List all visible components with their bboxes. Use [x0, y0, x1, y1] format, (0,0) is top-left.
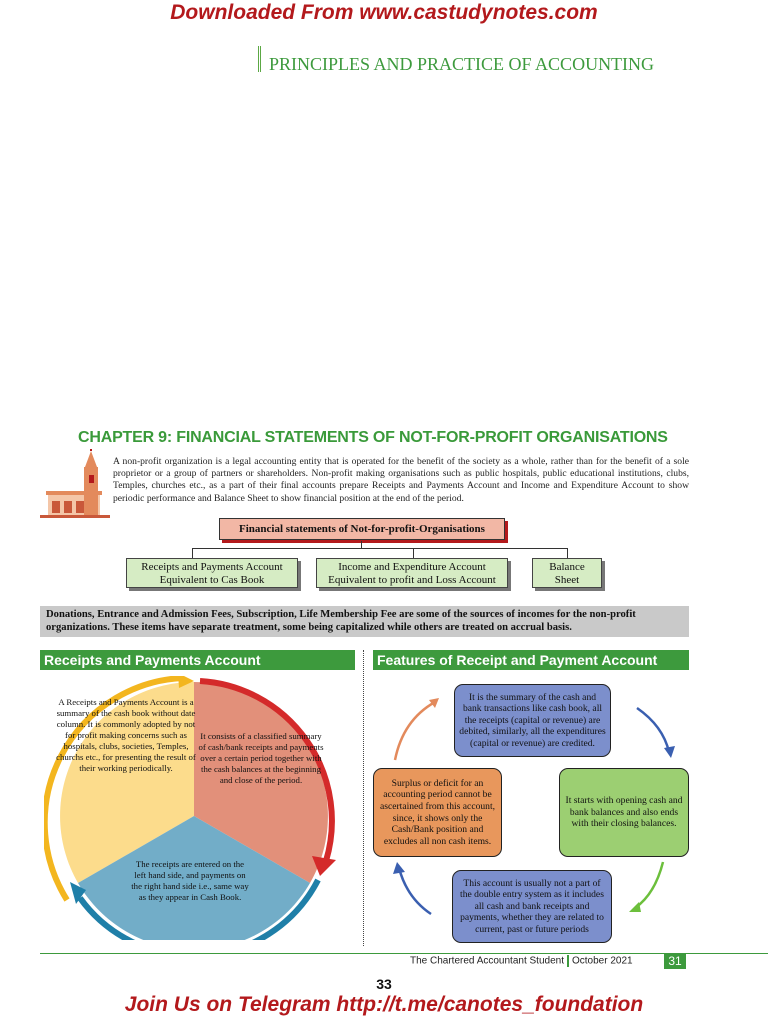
telegram-banner[interactable]: Join Us on Telegram http://t.me/canotes_foundation [124, 993, 644, 1016]
running-head: PRINCIPLES AND PRACTICE OF ACCOUNTING [258, 46, 654, 72]
features-heading: Features of Receipt and Payment Account [373, 650, 689, 670]
statement-balance-sheet [532, 558, 602, 588]
cycle-arrowhead-blue-bottom [393, 862, 405, 874]
feature-opening-closing: It starts with opening cash and bank balances and also ends with their closing balances. [559, 768, 689, 857]
feature-cycle-arrows [373, 680, 689, 942]
statements-root: Financial statements of Not-for-profit-Organisations [219, 518, 505, 540]
pie-text-classified: It consists of a classified summary of cash/bank receipts and payments over a certain period together with the cash balances at the beginning and close of the period. [198, 731, 324, 785]
feature-not-double-entry: This account is usually not a part of the double entry system as it includes all cash and bank receipts and payments, whether they are related to current, past or future periods [452, 870, 612, 943]
cycle-arrowhead-green [629, 902, 641, 912]
journal-page-number: 31 [664, 953, 686, 969]
temple-icon [40, 449, 110, 521]
feature-surplus-deficit: Surplus or deficit for an accounting period cannot be ascertained from this account, since, it shows only the Cash/Bank position and excludes all non cash items. [373, 768, 502, 857]
cycle-arrow-blue-top [637, 708, 669, 752]
statement-line: Receipts and Payments Account [141, 561, 283, 573]
pie-text-summary: A Receipts and Payments Account is a summary of the cash book without date column. It is commonly adopted by not for profit making concerns such as hospitals, clubs, societies, Temples, churchs etc., for presenting the result of their working periodically. [56, 697, 196, 773]
footer-journal [410, 955, 633, 967]
cycle-arrowhead-orange [429, 698, 439, 708]
cycle-arrow-blue-bottom [399, 868, 431, 914]
statement-receipts-payments [126, 558, 298, 588]
download-banner[interactable]: Downloaded From www.castudynotes.com [170, 1, 598, 24]
cycle-arrowhead-blue-top [664, 746, 675, 758]
chapter-title: CHAPTER 9: FINANCIAL STATEMENTS OF NOT-FOR-PROFIT ORGANISATIONS [78, 429, 668, 446]
tree-connector [413, 548, 414, 558]
statement-income-expenditure [316, 558, 508, 588]
statement-line: Balance [549, 561, 585, 573]
page-number: 33 [376, 976, 392, 992]
tree-connector [192, 548, 568, 549]
cycle-arrow-green [635, 862, 663, 908]
journal-issue: October 2021 [572, 955, 633, 967]
statement-line: Sheet [554, 573, 580, 586]
footer-separator [567, 955, 569, 967]
statement-line: Income and Expenditure Account [338, 561, 486, 573]
tree-connector [567, 548, 568, 558]
feature-summary: It is the summary of the cash and bank transactions like cash book, all the receipts (capital or revenue) are debited, similarly, all the expenditures (capital or revenue) are credited. [454, 684, 611, 757]
tree-connector [192, 548, 193, 558]
pie-text-entries: The receipts are entered on the left hand side, and payments on the right hand side i.e., same way as they appear in Cash Book. [131, 859, 249, 902]
statement-line: Equivalent to Cas Book [159, 573, 265, 586]
income-sources-note: Donations, Entrance and Admission Fees, Subscription, Life Membership Fee are some of the sources of incomes for the non-profit organizations. These items have separate treatment, some being capitalized while others are treated on accrual basis. [40, 606, 689, 637]
column-divider [363, 650, 364, 946]
cycle-arrow-orange [395, 702, 435, 760]
statement-line: Equivalent to profit and Loss Account [328, 573, 496, 586]
receipts-payments-heading: Receipts and Payments Account [40, 650, 355, 670]
chapter-intro: A non-profit organization is a legal accounting entity that is operated for the benefit of the society as a whole, rather than for the benefit of a sole proprietor or a group of partners or shareholders. Non-profit making organisations such as public hospitals, public educational institutions, clubs, Temples, churches etc., as a part of their final accounts prepare Receipts and Payments Account and Income and Expenditure Account to show periodic performance and Balance Sheet to show financial position at the end of the period. [113, 456, 689, 504]
journal-name: The Chartered Accountant Student [410, 955, 564, 967]
footer-rule [40, 953, 768, 954]
